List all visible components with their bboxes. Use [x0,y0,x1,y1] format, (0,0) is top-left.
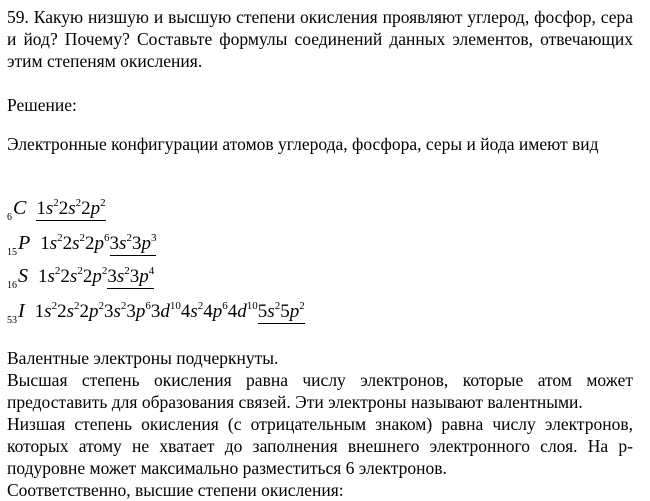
paragraph-lowest-oxidation: Низшая степень окисления (с отрицательным знаком) равна числу электронов, которых атому не хватает до заполнения внешнего электронного слоя. На р-подуровне может максимально разместиться 6 электронов. [7,414,633,478]
element-symbol: S [18,265,28,287]
config-carbon [7,197,106,221]
inner-electrons: $1s^22s^22p^6$ [40,232,110,254]
paragraph-highest-list-intro: Соответственно, высшие степени окисления: [7,480,344,500]
config-intro: Электронные конфигурации атомов углерода, фосфора, серы и йода имеют вид [7,134,599,154]
config-iodine [7,300,305,324]
valence-electrons: $1s^22s^22p^2$ [36,197,106,219]
config-phosphorus [7,232,156,256]
electron-configuration [40,233,156,254]
inner-electrons: $1s^22s^22p^2$ [38,265,108,287]
inner-electrons: $1s^22s^22p^23s^23p^63d^{10}4s^24p^64d^{10}$ [34,300,258,322]
element-symbol: I [18,300,25,322]
atomic-number: 16 [7,280,17,291]
valence-note: Валентные электроны подчеркнуты. [7,348,279,368]
valence-electrons: $3s^23p^3$ [109,232,157,254]
atomic-number: 15 [7,247,17,258]
electron-configuration [38,266,154,287]
valence-electrons: $5s^25p^2$ [257,300,305,322]
config-sulfur [7,265,154,289]
solution-label: Решение: [7,95,77,115]
paragraph-highest-oxidation: Высшая степень окисления равна числу электронов, которые атом может предоставить для образования связей. Эти электроны называют валентными. [7,370,633,412]
atomic-number: 6 [7,212,12,223]
valence-electrons: $3s^23p^4$ [107,265,155,287]
element-symbol: P [18,232,31,254]
electron-configuration [35,301,305,322]
problem-statement: 59. Какую низшую и высшую степени окисления проявляют углерод, фосфор, сера и йод? Почему? Составьте формулы соединений данных элементов, отвечающих этим степеням окисления. [7,7,633,71]
electron-configuration [36,198,105,219]
atomic-number: 53 [7,315,17,326]
element-symbol: C [13,197,27,219]
